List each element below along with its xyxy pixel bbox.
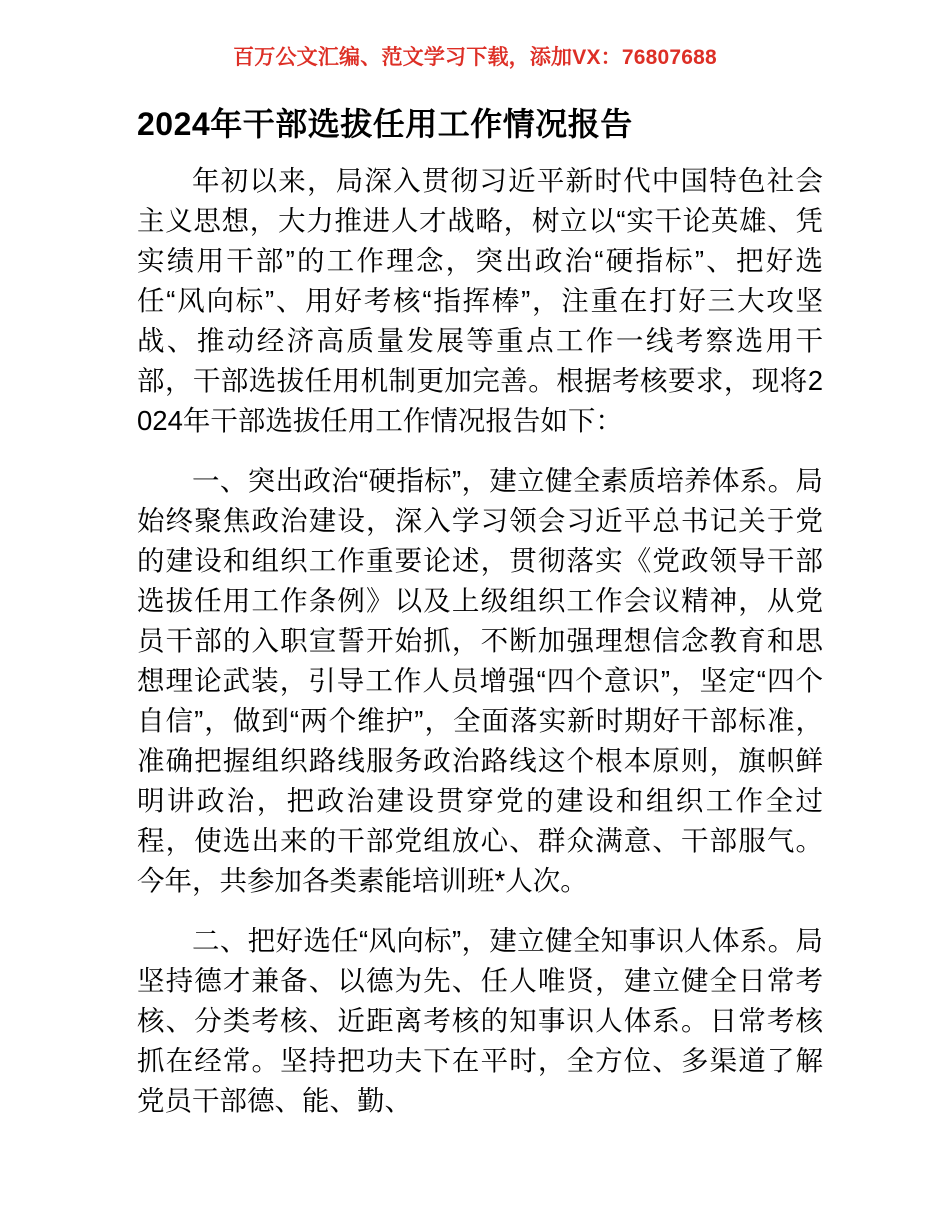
paragraph-intro: 年初以来，局深入贯彻习近平新时代中国特色社会主义思想，大力推进人才战略，树立以“实干论英雄、凭实绩用干部”的工作理念，突出政治“硬指标”、把好选任“风向标”、用好考核“指挥棒”，注重在打好三大攻坚战、推动经济高质量发展等重点工作一线考察选用干部，干部选拔任用机制更加完善。根据考核要求，现将2024年干部选拔任用工作情况报告如下： <box>137 165 823 436</box>
promo-banner: 百万公文汇编、范文学习下载，添加VX：76807688 <box>233 46 717 69</box>
paragraph-section-one: 一、突出政治“硬指标”，建立健全素质培养体系。局始终聚焦政治建设，深入学习领会习近平总书记关于党的建设和组织工作重要论述，贯彻落实《党政领导干部选拔任用工作条例》以及上级组织工作会议精神，从党员干部的入职宣誓开始抓，不断加强理想信念教育和思想理论武装，引导工作人员增强“四个意识”，坚定“四个自信”，做到“两个维护”，全面落实新时期好干部标准，准确把握组织路线服务政治路线这个根本原则，旗帜鲜明讲政治，把政治建设贯穿党的建设和组织工作全过程，使选出来的干部党组放心、群众满意、干部服气。今年，共参加各类素能培训班*人次。 <box>137 465 823 896</box>
document-body <box>137 100 823 1121</box>
page-title: 2024年干部选拔任用工作情况报告 <box>137 106 633 142</box>
paragraph-section-two: 二、把好选任“风向标”，建立健全知事识人体系。局坚持德才兼备、以德为先、任人唯贤，建立健全日常考核、分类考核、近距离考核的知事识人体系。日常考核抓在经常。坚持把功夫下在平时，全方位、多渠道了解党员干部德、能、勤、 <box>137 925 823 1116</box>
